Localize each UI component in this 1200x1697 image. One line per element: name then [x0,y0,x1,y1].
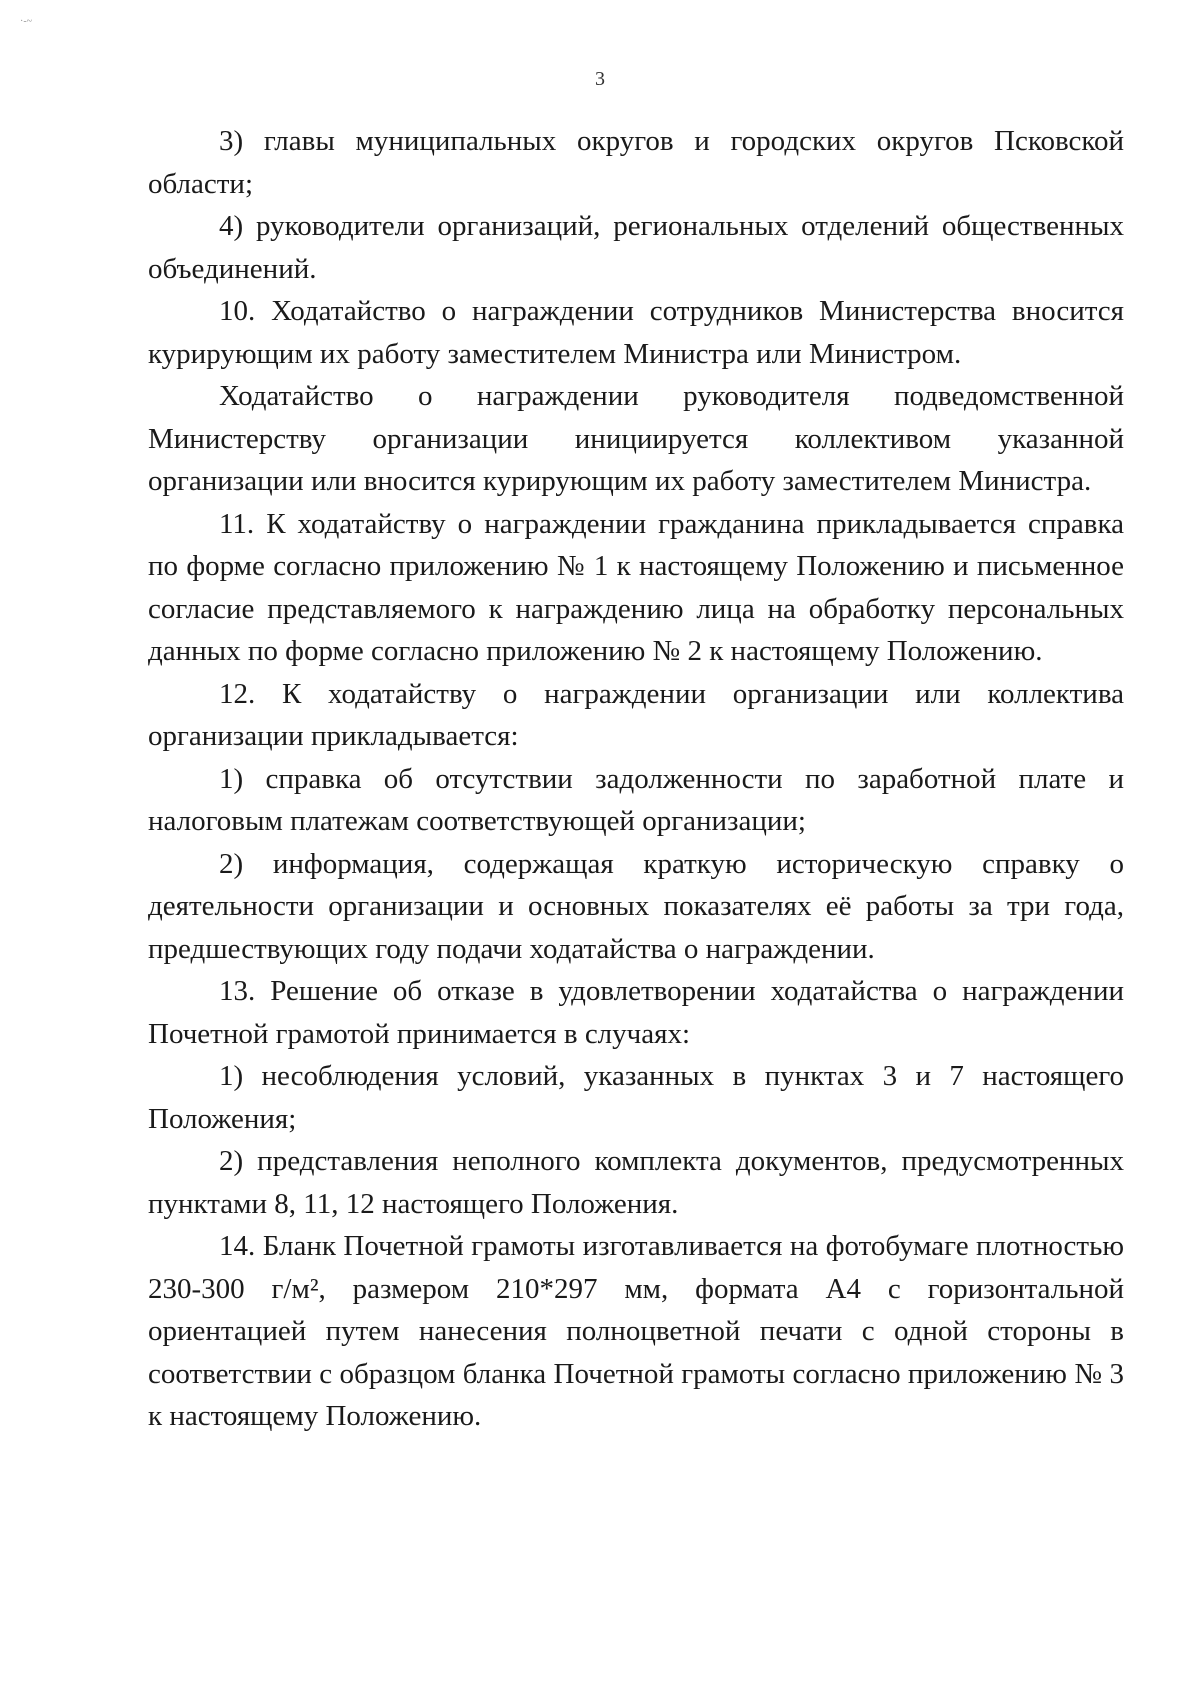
paragraph-13-item-1: 1) несоблюдения условий, указанных в пунктах 3 и 7 настоящего Положения; [148,1060,1124,1135]
page-number: 3 [595,68,605,90]
paragraph-13: 13. Решение об отказе в удовлетворении ходатайства о награждении Почетной грамотой принимается в случаях: [148,975,1124,1050]
paragraph-12: 12. К ходатайству о награждении организации или коллектива организации прикладывается: [148,677,1124,752]
paragraph-11: 11. К ходатайству о награждении гражданина прикладывается справка по форме согласно приложению № 1 к настоящему Положению и письменное согласие представляемого к награждению лица на обработку персональных данных по форме согласно приложению № 2 к настоящему Положению. [148,507,1124,667]
paragraph-12-item-2: 2) информация, содержащая краткую историческую справку о деятельности организации и основных показателях её работы за три года, предшествующих году подачи ходатайства о награждении. [148,847,1124,965]
paragraph-13-item-2: 2) представления неполного комплекта документов, предусмотренных пунктами 8, 11, 12 настоящего Положения. [148,1145,1124,1220]
paragraph-4-heads: 4) руководители организаций, региональных отделений общественных объединений. [148,210,1124,285]
paragraph-10-cont: Ходатайство о награждении руководителя подведомственной Министерству организации инициируется коллективом указанной организации или вносится курирующим их работу заместителем Министра. [148,380,1124,497]
paragraph-14: 14. Бланк Почетной грамоты изготавливается на фотобумаге плотностью 230-300 г/м², размером 210*297 мм, формата А4 с горизонтальной ориентацией путем нанесения полноцветной печати с одной стороны в соответствии с образцом бланка Почетной грамоты согласно приложению № 3 к настоящему Положению. [148,1230,1124,1432]
scan-artifact: ·-~ [20,16,33,27]
paragraph-12-item-1: 1) справка об отсутствии задолженности по заработной плате и налоговым платежам соответствующей организации; [148,762,1124,837]
document-body [148,120,1124,1438]
paragraph-10: 10. Ходатайство о награждении сотрудников Министерства вносится курирующим их работу заместителем Министра или Министром. [148,295,1124,370]
paragraph-3-heads: 3) главы муниципальных округов и городских округов Псковской области; [148,125,1124,200]
